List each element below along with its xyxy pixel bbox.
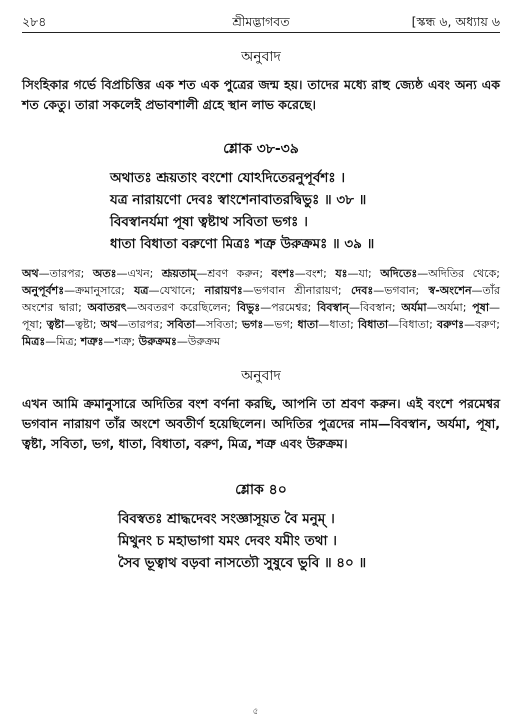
synonym-meaning: উরুক্রম [187, 335, 221, 348]
synonym-separator: — [263, 318, 275, 331]
verse-line: যত্র নারায়ণো দেবঃ স্বাংশেনাবাতরদ্বিভুঃ ॥ ৩৮ ॥ [110, 192, 367, 208]
synonym-word: সবিতা [167, 318, 196, 331]
translation-heading: অনুবাদ [241, 368, 281, 384]
synonym-word: অর্যমা [401, 301, 427, 314]
synonym-separator: — [148, 284, 160, 297]
synonym-meaning: অদিতির থেকে [428, 267, 497, 280]
synonym-separator: — [318, 318, 330, 331]
translation-heading: অনুবাদ [241, 49, 281, 65]
synonym-separator: — [64, 284, 76, 297]
synonym-separator: — [348, 301, 360, 314]
page [22, 10, 500, 574]
synonym-meaning: ক্রমানুসারে [75, 284, 122, 297]
synonym-separator: — [195, 318, 207, 331]
synonym-meaning: বংশ [305, 267, 324, 280]
synonym-separator: — [38, 267, 50, 280]
synonym-separator: — [294, 267, 306, 280]
synonym-word: অনুপূর্বশঃ [22, 284, 65, 297]
synonym-meaning: পূষা [22, 318, 39, 331]
synonym-meaning: শ্রবণ করুন [207, 267, 260, 280]
translation-text: সিংহিকার গর্ভে বিপ্রচিত্তির এক শত এক পুত্রের জন্ম হয়। তাদের মধ্যে রাহু জ্যেষ্ঠ এবং অন্য এক শত কেতু। তারা সকলেই প্রভাবশালী গ্রহে স্থান লাভ করেছে। [22, 77, 500, 112]
synonym-separator: — [116, 267, 128, 280]
synonym-word: উরুক্রমঃ [138, 335, 177, 348]
synonym-word: বিধাতা [357, 318, 389, 331]
synonym-separator: — [426, 301, 438, 314]
synonym-meaning: শত্রু [114, 335, 132, 348]
synonym-word: শত্রুঃ [80, 335, 104, 348]
section-reference: [স্কন্ধ ৬, অধ্যায় ৬ [411, 14, 500, 29]
verse-heading: শ্লোক ৩৮-৩৯ [223, 141, 299, 157]
synonym-separator: — [103, 335, 115, 348]
synonym-word: দেবঃ [350, 284, 374, 297]
synonym-separator: — [489, 301, 501, 314]
synonym-word: শ্রূয়তাম্ [161, 267, 197, 280]
verse-block [22, 167, 500, 255]
synonym-meaning: ভগ [274, 318, 290, 331]
translation-text: এখন আমি ক্রমানুসারে অদিতির বংশ বর্ণনা করছি, আপনি তা শ্রবণ করুন। এই বংশে পরমেশ্বর ভগবান নারায়ণ তাঁর অংশে অবতীর্ণ হয়েছিলেন। অদিতির পুত্রদের নাম—বিবস্বান, অর্যমা, পূষা, ত্বষ্টা, সবিতা, ভগ, ধাতা, বিধাতা, বরুণ, মিত্র, শত্রু এবং উরুক্রম। [22, 396, 500, 451]
synonym-meaning: ভগবান [384, 284, 416, 297]
verse-line: বিবস্বতঃ শ্রাদ্ধদেবং সংজ্ঞাসূয়ত বৈ মনুম্ । [118, 511, 335, 527]
synonym-separator: — [64, 318, 76, 331]
synonym-separator: — [464, 318, 476, 331]
verse-heading: শ্লোক ৪০ [235, 482, 287, 498]
synonym-word: বংশঃ [271, 267, 295, 280]
synonym-word: যত্র [134, 284, 149, 297]
synonym-separator: — [45, 335, 57, 348]
synonym-meaning: তারপর [49, 267, 81, 280]
synonym-word: অবাতরৎ [87, 301, 127, 314]
synonym-word: স্ব-অংশেন [428, 284, 472, 297]
synonym-word: ভগঃ [241, 318, 264, 331]
synonym-separator: — [126, 301, 138, 314]
synonym-meaning: তারপর [128, 318, 160, 331]
synonym-separator: — [176, 335, 188, 348]
synonym-separator: — [471, 284, 483, 297]
synonym-separator: — [196, 267, 208, 280]
synonym-meaning: যা [358, 267, 369, 280]
synonym-meaning: পরমেশ্বর [271, 301, 308, 314]
synonym-meaning: সবিতা [206, 318, 235, 331]
synonym-meaning: যেখানে [159, 284, 192, 297]
synonym-meaning: অবতরণ করেছিলেন [137, 301, 228, 314]
synonym-separator: — [373, 284, 385, 297]
synonym-meaning: বিধাতা [399, 318, 430, 331]
synonym-meaning: ভগবান শ্রীনারায়ণ [253, 284, 338, 297]
synonym-separator: — [417, 267, 429, 280]
verse-line: ধাতা বিধাতা বরুণো মিত্রঃ শত্রু উরুক্রমঃ ॥ ৩৯ ॥ [110, 236, 375, 252]
book-title: শ্রীমদ্ভাগবত [232, 14, 290, 29]
synonym-meaning: এখন [127, 267, 150, 280]
verse-line: অথাতঃ শ্রূয়তাং বংশো যোঽদিতেরনুপূর্বশঃ । [110, 170, 346, 186]
synonym-word: ত্বষ্টা [46, 318, 65, 331]
verse-line: বিবস্বানর্যমা পূষা ত্বষ্টাথ সবিতা ভগঃ । [110, 214, 308, 230]
synonym-separator: — [347, 267, 359, 280]
synonym-word: যঃ [335, 267, 348, 280]
synonym-word: অথ [22, 267, 39, 280]
folio-mark: ৫ [252, 707, 259, 717]
synonym-word: মিত্রঃ [22, 335, 46, 348]
synonym-meaning: মিত্র [56, 335, 74, 348]
synonym-word: অথ [100, 318, 118, 331]
synonym-word: নারায়ণঃ [204, 284, 243, 297]
synonym-separator: — [242, 284, 254, 297]
synonym-meaning: অর্যমা [437, 301, 463, 314]
synonym-separator: — [260, 301, 272, 314]
verse-line: মিথুনং চ মহাভাগা যমং দেবং যমীং তথা । [118, 533, 337, 549]
synonym-meaning: ত্বষ্টা [75, 318, 93, 331]
synonym-separator: — [117, 318, 129, 331]
synonym-meaning: বরুণ [475, 318, 497, 331]
synonym-meaning: তাঁর অংশের দ্বারা [22, 284, 501, 314]
synonym-word: অতঃ [92, 267, 117, 280]
word-for-word-synonyms: অথ—তারপর; অতঃ—এখন; শ্রূয়তাম্—শ্রবণ করুন; বংশঃ—বংশ; যঃ—যা; অদিতেঃ—অদিতির থেকে; অনুপূর্বশঃ—ক্রমানুসারে; যত্র—যেখানে; নারায়ণঃ—ভগবান শ্রীনারায়ণ; দেবঃ—ভগবান; স্ব-অংশেন—তাঁর অংশের দ্বারা; অবাতরৎ—অবতরণ করেছিলেন; বিভুঃ—পরমেশ্বর; বিবস্বান্—বিবস্বান; অর্যমা—অর্যমা; পূষা—পূষা; ত্বষ্টা—ত্বষ্টা; অথ—তারপর; সবিতা—সবিতা; ভগঃ—ভগ; ধাতা—ধাতা; বিধাতা—বিধাতা; বরুণঃ—বরুণ; মিত্রঃ—মিত্র; শত্রুঃ—শত্রু; উরুক্রমঃ—উরুক্রম [22, 267, 501, 348]
synonym-meaning: বিবস্বান [359, 301, 392, 314]
synonym-meaning: ধাতা [329, 318, 351, 331]
synonym-word: পূষা [472, 301, 490, 314]
synonym-word: বিবস্বান্ [317, 301, 349, 314]
synonym-word: বিভুঃ [236, 301, 261, 314]
verse-block [22, 508, 500, 574]
verse-line: সৈব ভূত্বাথ বড়বা নাসত্যৌ সুষুবে ভুবি ॥ ৪০ ॥ [118, 555, 367, 571]
synonym-word: অদিতেঃ [380, 267, 418, 280]
page-number: ২৮৪ [22, 14, 47, 29]
running-header [22, 10, 500, 32]
synonym-word: ধাতা [297, 318, 319, 331]
synonym-separator: — [388, 318, 400, 331]
synonym-word: বরুণঃ [436, 318, 465, 331]
